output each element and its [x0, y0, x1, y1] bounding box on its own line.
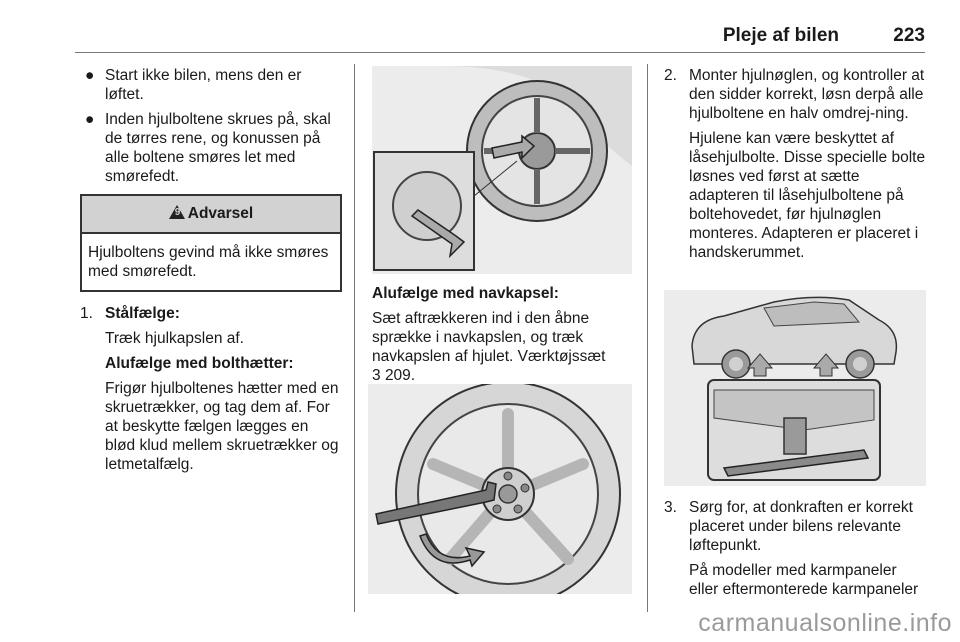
page-ref-icon: 3: [372, 367, 381, 384]
hubcap-removal-illustration: [372, 66, 632, 274]
step-text: Træk hjulkapslen af.: [105, 330, 244, 347]
bullet-text: Inden hjulboltene skrues på, skal de tørres rene, og konussen på alle boltene smøres let med smørefedt.: [105, 111, 331, 185]
step-subhead: Alufælge med bolthætter:: [105, 355, 294, 372]
page-header: [75, 22, 925, 53]
bullet-item: [80, 66, 342, 104]
step-3: [664, 498, 926, 599]
paragraph-text: Sæt aftrækkeren ind i den åbne sprække i navkapslen, og træk navkapslen af hjulet. Værktøjssæt: [372, 310, 606, 365]
column-divider-2: [647, 64, 648, 612]
paragraph-alloy-hubcap: [372, 309, 636, 385]
page-title: Pleje af bilen: [722, 25, 839, 46]
step-title: Stålfælge:: [105, 305, 180, 322]
step-note: På modeller med karmpaneler eller eftermonterede karmpaneler: [689, 562, 919, 598]
column-2: [372, 284, 636, 385]
column-divider-1: [354, 64, 355, 612]
column-3-lower: [664, 498, 926, 599]
bullet-text: Start ikke bilen, mens den er løftet.: [105, 67, 302, 103]
warning-header: [82, 196, 340, 234]
step-number: 3.: [664, 499, 677, 516]
step-text: Sørg for, at donkraften er korrekt placeret under bilens relevante løftepunkt.: [689, 499, 913, 554]
bullet-item: [80, 110, 342, 186]
jack-position-illustration: [664, 290, 926, 486]
warning-symbol: 9: [174, 207, 181, 218]
wheel-wrench-image: [368, 384, 632, 594]
step-note: Hjulene kan være beskyttet af låsehjulbolte. Disse specielle bolte løsnes ved først at sætte adapteren til låsehjulboltene på boltehovedet, før hjulnøglen monteres. Adapteren er placeret i handskerummet.: [689, 130, 926, 261]
hubcap-removal-image: [372, 66, 632, 274]
step-2: [664, 66, 926, 262]
column-1: [80, 66, 342, 474]
step-number: 1.: [80, 305, 93, 322]
warning-text: Hjulboltens gevind må ikke smøres med smørefedt.: [88, 244, 329, 280]
warning-box: [80, 194, 342, 292]
step-text: Monter hjulnøglen, og kontroller at den sidder korrekt, løsn derpå alle hjulboltene en halv omdrej-ning.: [689, 67, 925, 122]
page-ref-number: 209.: [384, 367, 416, 384]
warning-triangle-icon: [169, 205, 185, 219]
wheel-wrench-illustration: [368, 384, 632, 594]
subhead-alloy-hubcap: Alufælge med navkapsel:: [372, 285, 559, 302]
step-subtext: Frigør hjulboltenes hætter med en skruetrækker, og tag dem af. For at beskytte fælgen lægges en blød klud mellem skruetrækker og letmetalfælg.: [105, 380, 339, 473]
bullet-icon: ●: [85, 111, 95, 128]
bullet-icon: ●: [85, 67, 95, 84]
watermark: carmanualsonline.info: [698, 609, 952, 637]
step-1: [80, 304, 342, 474]
jack-position-image: [664, 290, 926, 486]
page-number: 223: [893, 25, 925, 46]
column-3: [664, 66, 926, 262]
warning-title: Advarsel: [187, 205, 254, 222]
step-number: 2.: [664, 67, 677, 84]
